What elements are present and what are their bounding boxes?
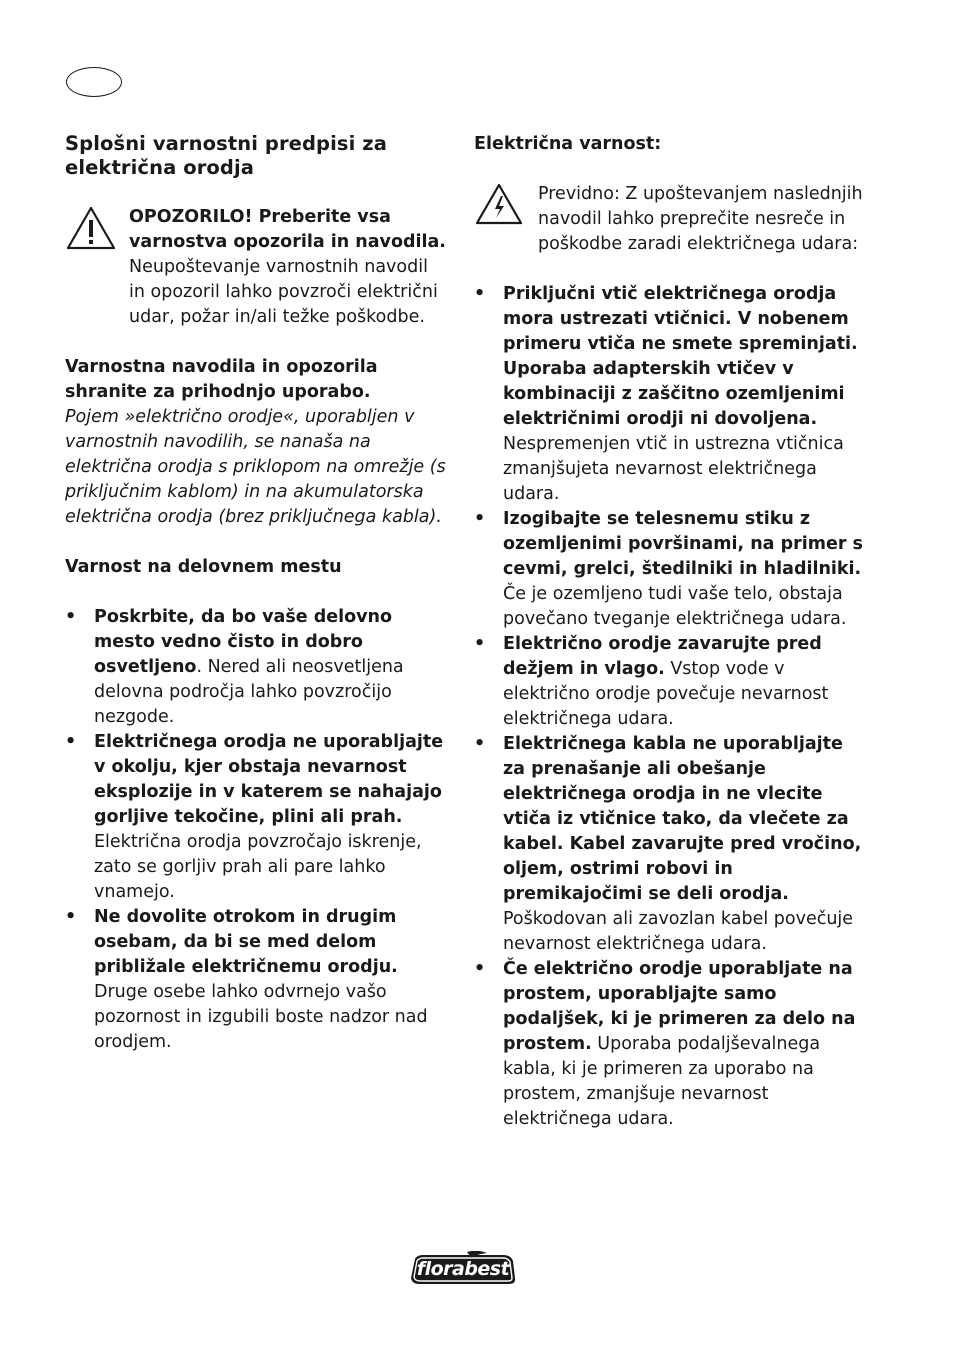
store-instructions bbox=[65, 355, 447, 530]
workplace-list bbox=[65, 605, 447, 1055]
list-item: • Električnega kabla ne uporabljajte za prenašanje ali obešanje električnega orodja in ne vlecite vtiča iz vtičnice tako, da vlečete za kabel. Kabel zavarujte pred vročino, oljem, ostrimi robovi in premikajočimi se deli orodja. Poškodovan ali zavozlan kabel povečuje nevarnost električnega udara. bbox=[474, 732, 866, 957]
caution-notice bbox=[474, 182, 866, 257]
electrical-safety-heading: Električna varnost: bbox=[474, 134, 662, 154]
exclamation-triangle-icon bbox=[65, 205, 117, 251]
list-item: • Poskrbite, da bo vaše delovno mesto vedno čisto in dobro osvetljeno. Nered ali neosvetljena delovna področja lahko povzročijo nezgode. bbox=[65, 605, 447, 730]
list-item: • Električno orodje zavarujte pred dežjem in vlago. Vstop vode v električno orodje povečuje nevarnost električnega udara. bbox=[474, 632, 866, 732]
list-item: • Priključni vtič električnega orodja mora ustrezati vtičnici. V nobenem primeru vtiča ne smete spreminjati. Uporaba adapterskih vtičev v kombinaciji z zaščitno ozemljenimi električnimi orodji ni dovoljena. Nespremenjen vtič in ustrezna vtičnica zmanjšujeta nevarnost električnega udara. bbox=[474, 282, 866, 507]
store-italic: Pojem »električno orodje«, uporabljen v varnostnih navodilih, se nanaša na električna orodja s priklopom na omrežje (s priključnim kablom) in na akumulatorska električna orodja (brez priključnega kabla). bbox=[65, 407, 446, 527]
electrical-safety-list bbox=[474, 282, 866, 1132]
left-column bbox=[65, 132, 447, 1055]
right-column bbox=[474, 132, 866, 1132]
warning-text bbox=[65, 205, 447, 330]
florabest-logo bbox=[407, 1251, 519, 1288]
list-item: • Če električno orodje uporabljate na prostem, uporabljajte samo podaljšek, ki je primeren za delo na prostem. Uporaba podaljševalnega kabla, ki je primeren za uporabo na prostem, zmanjšuje nevarnost električnega udara. bbox=[474, 957, 866, 1132]
caution-text: Previdno: Z upoštevanjem naslednjih navodil lahko preprečite nesreče in poškodbe zaradi električnega udara: bbox=[538, 184, 863, 254]
list-item: • Izogibajte se telesnemu stiku z ozemljenimi površinami, na primer s cevmi, grelci, štedilniki in hladilniki. Če je ozemljeno tudi vaše telo, obstaja povečano tveganje električnega udara. bbox=[474, 507, 866, 632]
lightning-triangle-icon bbox=[474, 182, 524, 226]
section-heading: Splošni varnostni predpisi za električna orodja bbox=[65, 132, 387, 179]
store-bold: Varnostna navodila in opozorila shranite za prihodnjo uporabo. bbox=[65, 357, 378, 402]
logo-text: florabest bbox=[416, 1258, 510, 1280]
warning-normal: Neupoštevanje varnostnih navodil in opozoril lahko povzroči električni udar, požar in/ali težke poškodbe. bbox=[129, 257, 438, 327]
list-item: • Ne dovolite otrokom in drugim osebam, da bi se med delom približale električnemu orodju. Druge osebe lahko odvrnejo vašo pozornost in izgubili boste nadzor nad orodjem. bbox=[65, 905, 447, 1055]
workplace-heading: Varnost na delovnem mestu bbox=[65, 557, 342, 577]
list-item: • Električnega orodja ne uporabljajte v okolju, kjer obstaja nevarnost eksplozije in v katerem se nahajajo gorljive tekočine, plini ali prah. Električna orodja povzročajo iskrenje, zato se gorljiv prah ali pare lahko vnamejo. bbox=[65, 730, 447, 905]
warning-notice bbox=[65, 205, 447, 330]
warning-bold: OPOZORILO! Preberite vsa varnostva opozorila in navodila. bbox=[129, 207, 446, 252]
language-badge bbox=[66, 67, 122, 97]
